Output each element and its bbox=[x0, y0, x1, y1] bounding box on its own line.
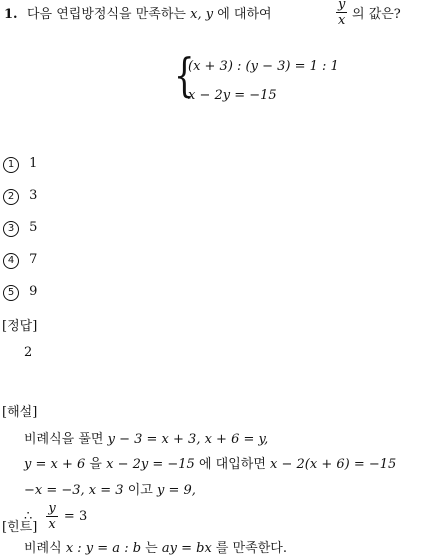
choice-4-value: 7 bbox=[29, 252, 38, 267]
choice-5[interactable] bbox=[3, 285, 37, 301]
question-text-mid: 에 대하여 bbox=[217, 7, 272, 22]
explanation-frac-denominator: x bbox=[46, 516, 57, 531]
choice-4-mark: 4 bbox=[3, 253, 19, 269]
question-vars: x, y bbox=[190, 7, 214, 22]
choice-1-value: 1 bbox=[29, 156, 38, 171]
hint-heading: [힌트] bbox=[2, 520, 38, 535]
choice-3-value: 5 bbox=[29, 220, 38, 235]
explanation-line-2-text-a: 을 bbox=[89, 457, 102, 472]
choice-3-mark: 3 bbox=[3, 221, 19, 237]
choice-1-mark: 1 bbox=[3, 157, 19, 173]
hint-line bbox=[24, 542, 287, 555]
question-frac-numerator: y bbox=[338, 0, 346, 12]
explanation-frac-numerator: y bbox=[48, 501, 56, 516]
explanation-line-2-math-c: x − 2(x + 6) = −15 bbox=[270, 457, 397, 472]
explanation-line-2-text-b: 에 대입하면 bbox=[198, 457, 266, 472]
choice-5-value: 9 bbox=[29, 284, 38, 299]
hint-math-b: ay = bx bbox=[161, 541, 212, 556]
choice-3[interactable] bbox=[3, 221, 37, 237]
explanation-line-1-text: 비례식을 풀면 bbox=[24, 432, 104, 447]
hint-text-b: 는 bbox=[145, 541, 158, 556]
choice-2[interactable] bbox=[3, 189, 37, 205]
explanation-line-1 bbox=[24, 433, 268, 446]
explanation-line-3-text: 이고 bbox=[127, 483, 153, 498]
system-equation-1: (x + 3) : (y − 3) = 1 : 1 bbox=[188, 59, 339, 74]
question-text-pre: 다음 연립방정식을 만족하는 bbox=[27, 7, 186, 22]
choice-5-mark: 5 bbox=[3, 285, 19, 301]
explanation-line-1-math: y − 3 = x + 3, x + 6 = y, bbox=[107, 432, 269, 447]
problem-question bbox=[27, 8, 272, 21]
question-fraction bbox=[334, 0, 349, 27]
therefore-symbol: ∴ bbox=[24, 509, 33, 524]
explanation-line-2-math-b: x − 2y = −15 bbox=[106, 457, 195, 472]
explanation-line-3 bbox=[24, 484, 196, 497]
explanation-line-4-rhs: = 3 bbox=[63, 509, 88, 524]
hint-math-a: x : y = a : b bbox=[65, 541, 142, 556]
explanation-heading: [해설] bbox=[2, 405, 38, 420]
hint-text-c: 를 만족한다. bbox=[215, 541, 287, 556]
explanation-line-3-math-a: −x = −3, x = 3 bbox=[24, 483, 124, 498]
explanation-line-3-math-b: y = 9, bbox=[156, 483, 196, 498]
choice-2-mark: 2 bbox=[3, 189, 19, 205]
question-frac-denominator: x bbox=[336, 12, 347, 27]
explanation-line-2-math-a: y = x + 6 bbox=[24, 457, 86, 472]
problem-number: 1. bbox=[4, 7, 18, 22]
choice-4[interactable] bbox=[3, 253, 37, 269]
hint-text-a: 비례식 bbox=[24, 541, 62, 556]
system-brace: { bbox=[174, 48, 195, 102]
answer-heading: [정답] bbox=[2, 319, 38, 334]
choice-2-value: 3 bbox=[29, 188, 38, 203]
choice-1[interactable] bbox=[3, 157, 37, 173]
question-text-post: 의 값은? bbox=[352, 7, 401, 22]
system-equation-2: x − 2y = −15 bbox=[188, 88, 277, 103]
explanation-line-2 bbox=[24, 458, 396, 471]
answer-value: 2 bbox=[24, 345, 33, 360]
